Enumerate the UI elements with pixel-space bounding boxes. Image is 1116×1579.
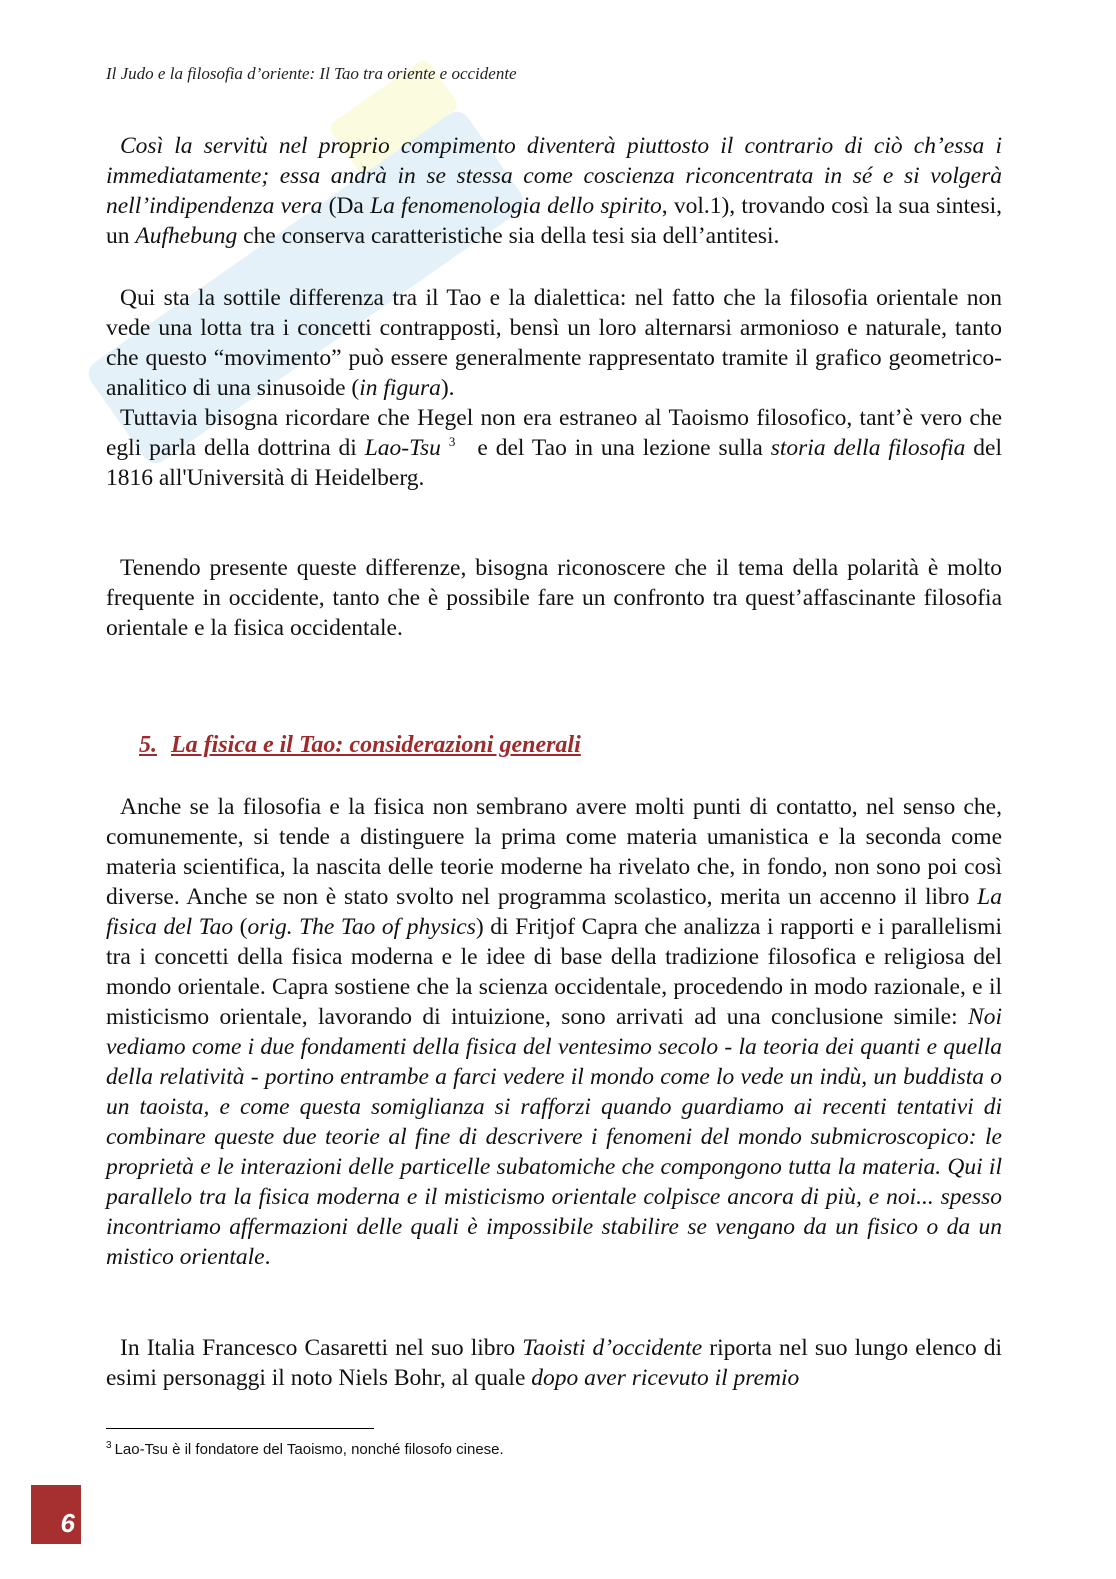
- section-title: La fisica e il Tao: considerazioni generali: [171, 732, 581, 758]
- footnote-divider: [106, 1428, 374, 1429]
- page-number-box: [31, 1485, 81, 1541]
- running-header: Il Judo e la filosofia d’oriente: Il Tao tra oriente e occidente: [106, 64, 517, 83]
- paragraph-polarity: Tenendo presente queste differenze, bisogna riconoscere che il tema della polarità è molto frequente in occidente, tanto che è possibile fare un confronto tra quest’affascinante filosofia orientale e la fisica occidentale.: [106, 555, 1002, 641]
- footnote: [106, 1440, 504, 1458]
- paragraph-tao-dialectic: Qui sta la sottile differenza tra il Tao e la dialettica: nel fatto che la filosofia orientale non vede una lotta tra i concetti contrapposti, bensì un loro alternarsi armonioso e naturale, tanto che questo “movimento” può essere generalmente rappresentato tramite il grafico geometrico-analitico di una sinusoide (in figura).: [106, 285, 1002, 401]
- page-number: 6: [60, 1508, 75, 1538]
- footnote-number: 3: [106, 1440, 112, 1451]
- section-number: 5.: [139, 732, 157, 758]
- page-number-underline: [31, 1541, 81, 1544]
- footnote-reference[interactable]: 3: [448, 434, 456, 449]
- paragraph-casaretti: In Italia Francesco Casaretti nel suo libro Taoisti d’occidente riporta nel suo lungo elenco di esimi personaggi il noto Niels Bohr, al quale dopo aver ricevuto il premio: [106, 1335, 1002, 1391]
- paragraph-physics-tao: Anche se la filosofia e la fisica non sembrano avere molti punti di contatto, nel senso che, comunemente, si tende a distinguere la prima come materia umanistica e la seconda come materia scientifica, la nascita delle teorie moderne ha rivelato che, in fondo, non sono poi così diverse. Anche se non è stato svolto nel programma scolastico, merita un accenno il libro La fisica del Tao (orig. The Tao of physics) di Fritjof Capra che analizza i rapporti e i parallelismi tra i concetti della fisica moderna e le idee di base della tradizione filosofica e religiosa del mondo orientale. Capra sostiene che la scienza occidentale, procedendo in modo razionale, e il misticismo orientale, lavorando di intuizione, sono arrivati ad una conclusione simile: Noi vediamo come i due fondamenti della fisica del ventesimo secolo - la teoria dei quanti e quella della relatività - portino entrambe a farci vedere il mondo come lo vede un indù, un buddista o un taoista, e come questa somiglianza si rafforzi quando guardiamo ai recenti tentativi di combinare queste due teorie al fine di descrivere i fenomeni del mondo submicroscopico: le proprietà e le interazioni delle particelle subatomiche che compongono tutta la materia. Qui il parallelo tra la fisica moderna e il misticismo orientale colpisce ancora di più, e noi... spesso incontriamo affermazioni delle quali è impossibile stabilire se vengano da un fisico o da un mistico orientale.: [106, 794, 1002, 1270]
- footnote-text: Lao-Tsu è il fondatore del Taoismo, nonché filosofo cinese.: [114, 1441, 504, 1458]
- paragraph-hegel-quote: Così la servitù nel proprio compimento diventerà piuttosto il contrario di ciò ch’essa i immediatamente; essa andrà in se stessa come coscienza riconcentrata in sé e si volgerà nell’indipendenza vera (Da La fenomenologia dello spirito, vol.1), trovando così la sua sintesi, un Aufhebung che conserva caratteristiche sia della tesi sia dell’antitesi.: [106, 133, 1003, 249]
- paragraph-hegel-taoism: Tuttavia bisogna ricordare che Hegel non era estraneo al Taoismo filosofico, tant’è vero che egli parla della dottrina di Lao-Tsu $^3$ e del Tao in una lezione sulla storia della filosofia del 1816 all'Università di Heidelberg.: [106, 405, 1002, 491]
- section-heading: [139, 732, 581, 759]
